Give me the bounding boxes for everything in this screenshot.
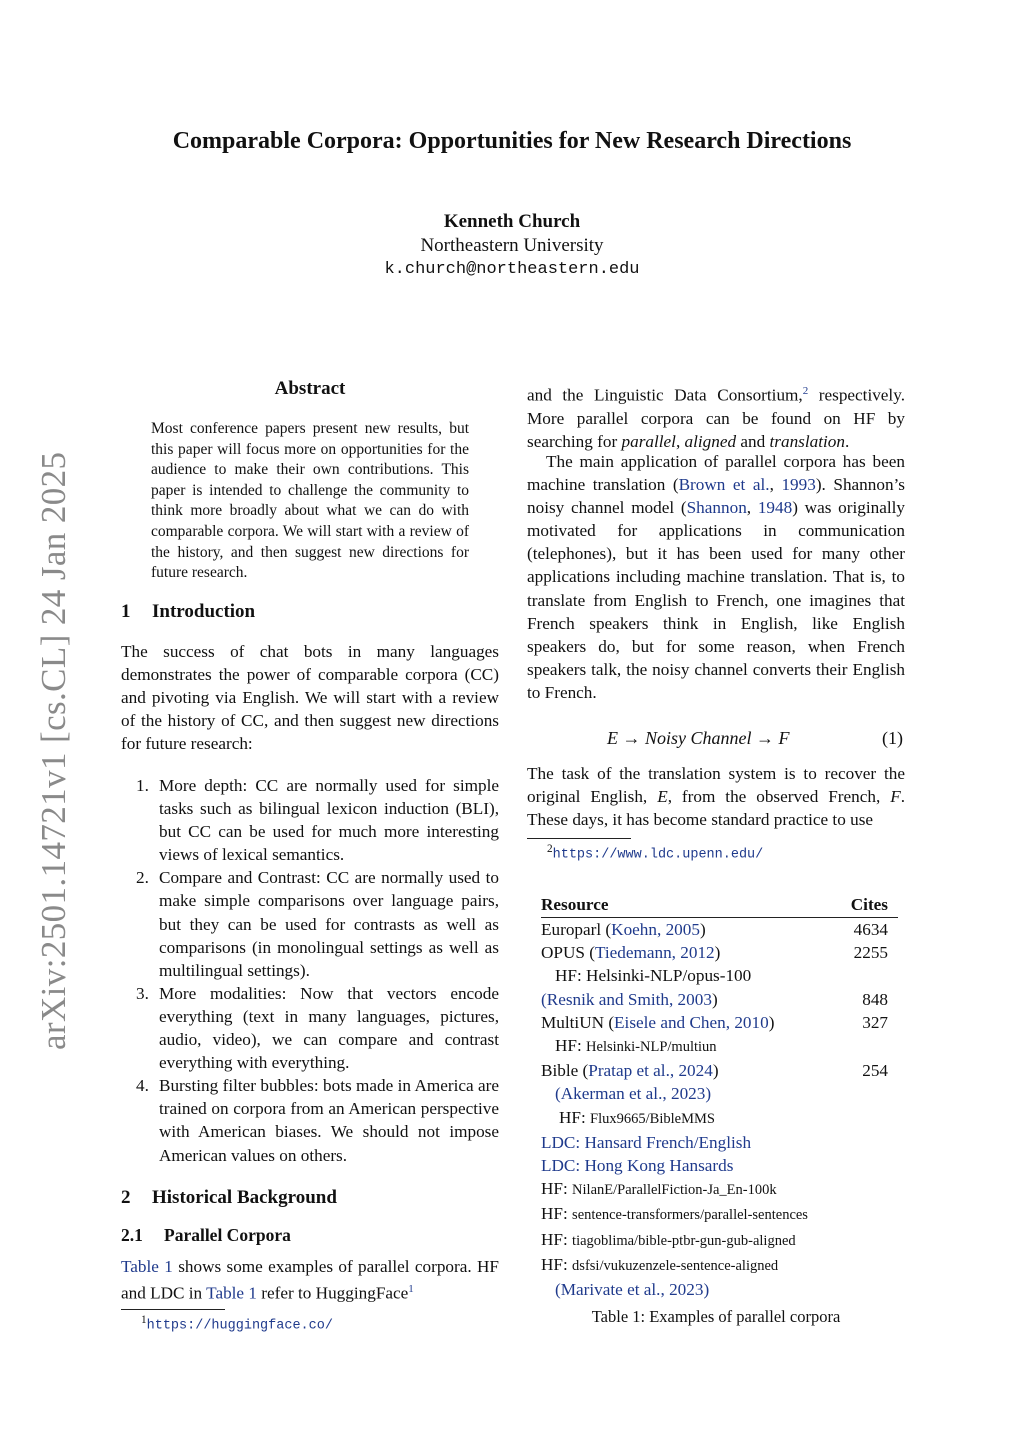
table-row (541, 1082, 898, 1105)
paper-title: Comparable Corpora: Opportunities for New Research Directions (172, 128, 852, 154)
table-cell-cites: 327 (862, 1012, 888, 1032)
resource-text: ) (768, 1012, 775, 1032)
list-marker: 2. (136, 868, 149, 888)
citation-link[interactable]: Tiedemann, 2012 (594, 943, 715, 963)
resource-text: ) (714, 943, 721, 963)
citation-link[interactable]: Koehn, 2005 (611, 920, 700, 939)
hf-label: HF: (541, 1229, 573, 1249)
parallel-corpora-table (541, 893, 898, 1301)
hf-dataset-name: Flux9665/BibleMMS (590, 1110, 715, 1127)
hf-label: HF: (559, 1107, 591, 1127)
list-marker: 4. (136, 1076, 149, 1096)
hf-label: HF: (541, 1179, 573, 1199)
footnote-mark: 1 (141, 1314, 147, 1326)
list-item (121, 866, 499, 981)
table-cell-cites (844, 1106, 898, 1131)
table-cell-resource (541, 1278, 844, 1301)
table-cell-cites (844, 1131, 898, 1154)
math-variable: F (890, 787, 901, 807)
table-row (541, 1278, 898, 1301)
table-cell-resource (541, 1202, 844, 1227)
table-cell-resource-link[interactable]: LDC: Hong Kong Hansards (541, 1156, 734, 1176)
citation-link[interactable]: Shannon (686, 498, 747, 518)
equation-body: E → Noisy Channel → F (607, 728, 790, 748)
author-affiliation: Northeastern University (420, 235, 604, 256)
emphasis: translation (769, 431, 845, 451)
table-row (541, 1177, 898, 1202)
table-cell-resource (541, 1228, 844, 1253)
hf-dataset-name: NilanE/ParallelFiction-Ja_En-100k (572, 1182, 777, 1199)
table-cell-resource (541, 941, 844, 964)
table-cell-resource-link[interactable]: LDC: Hansard French/English (541, 1132, 752, 1152)
paragraph-text: and (736, 431, 770, 451)
footnote-url[interactable]: https://www.ldc.upenn.edu/ (552, 847, 764, 863)
citation-link[interactable]: ( (541, 989, 547, 1009)
resource-name: Europarl ( (541, 920, 612, 939)
section-heading-historical-background (121, 1187, 499, 1209)
section-number: 2 (121, 1187, 131, 1208)
paragraph-text: ). Shannon’s noisy channel model ( (527, 475, 905, 518)
table-row (541, 1011, 898, 1034)
list-item (121, 774, 499, 866)
citation-link[interactable]: Eisele and Chen, 2010 (614, 1012, 769, 1032)
paragraph-text: The task of the translation system is to recover the original English, (527, 764, 905, 807)
resource-name: OPUS ( (541, 943, 595, 963)
list-marker: 3. (136, 983, 149, 1003)
section-heading-introduction (121, 601, 499, 623)
intro-paragraph: The success of chat bots in many languages demonstrates the power of comparable corpora (CC) and pivoting via English. We will start with a review of the history of CC, and then suggest new directions for future research: (121, 642, 499, 754)
paragraph-text: , from the observed French, (667, 787, 891, 807)
hf-dataset-name: Helsinki-NLP/multiun (586, 1039, 717, 1056)
table-ref-link[interactable]: Table 1 (206, 1283, 257, 1303)
table-cell-resource (541, 1177, 844, 1202)
hf-dataset-name: tiagoblima/bible-ptbr-gun-gub-aligned (572, 1232, 796, 1249)
paragraph-text: , (746, 498, 758, 518)
footnote-url[interactable]: https://huggingface.co/ (146, 1318, 333, 1334)
author-block (0, 210, 1024, 282)
table-row (541, 1034, 898, 1059)
math-variable: E (657, 787, 668, 807)
footnote-divider (527, 838, 631, 839)
hf-label: HF: (541, 1254, 573, 1274)
author-name: Kenneth Church (443, 211, 581, 232)
table-row (541, 988, 898, 1011)
paragraph-text: refer to HuggingFace (256, 1283, 409, 1303)
table-row (541, 1106, 898, 1131)
paragraph-text: The main application of parallel corpora has been machine translation ( (527, 452, 905, 495)
footnote-1 (141, 1314, 333, 1334)
table-row (541, 1228, 898, 1253)
citation-link[interactable]: Brown et al. (678, 475, 770, 495)
table-cell-cites (844, 1177, 898, 1202)
table-cell-resource (541, 1034, 844, 1059)
intro-list-container (121, 774, 499, 1167)
table-cell-cites: 848 (862, 989, 888, 1009)
paragraph-text: ) was originally motivated for applications in communication (telephones), but it has been used for many other applications including machine translation. That is, to translate from English to French, one imagines that French speakers think in English, like English speakers do, but for some reason, when French speakers talk, the noisy channel converts their English to French. (527, 498, 905, 702)
resource-name: Bible ( (541, 1061, 589, 1081)
citation-year-link[interactable]: 1948 (757, 498, 793, 518)
resource-text: ) (699, 920, 706, 939)
table-cell-resource: HF: Helsinki-NLP/opus-100 (555, 966, 752, 986)
table-row (541, 918, 898, 942)
list-item-text: More modalities: Now that vectors encode everything (text in many languages, pictures, audio, video), we can compare and contrast everything with everything. (159, 983, 499, 1073)
subsection-number: 2.1 (121, 1225, 143, 1245)
table-cell-resource (541, 1011, 844, 1034)
table-cell-cites (844, 1253, 898, 1278)
subsection-title: Parallel Corpora (164, 1225, 291, 1245)
table-cell-cites (844, 1082, 898, 1105)
footnote-divider (121, 1309, 225, 1310)
hf-dataset-name: sentence-transformers/parallel-sentences (572, 1207, 808, 1224)
table-ref-link[interactable]: Table 1 (121, 1257, 173, 1276)
citation-link[interactable]: ) (705, 1084, 712, 1104)
right-col-paragraph-2 (527, 450, 905, 704)
list-item (121, 982, 499, 1074)
abstract-heading: Abstract (274, 378, 346, 399)
hf-dataset-name: dsfsi/vukuzenzele-sentence-aligned (572, 1257, 779, 1274)
table-cell-cites (844, 1154, 898, 1177)
table-header-row (541, 893, 898, 918)
table-cell-resource (541, 918, 844, 942)
citation-link[interactable]: ) (703, 1280, 710, 1300)
table-header-cites: Cites (844, 893, 898, 918)
footnote-mark: 2 (547, 843, 553, 855)
paragraph-text: respectively. More parallel corpora can be found on HF by searching for (527, 385, 905, 451)
table-row (541, 964, 898, 987)
table-cell-cites (844, 964, 898, 987)
author-email[interactable]: k.church@northeastern.edu (384, 260, 640, 279)
section-title: Introduction (152, 601, 256, 622)
list-item-text: Compare and Contrast: CC are normally used to make simple comparisons over language pairs, but they can be used for contrasts as well as comparisons (in monolingual settings as well as multilingual settings). (159, 868, 499, 980)
hf-label: HF: (555, 1036, 587, 1056)
paragraph-text: . These days, it has become standard practice to use (527, 787, 906, 830)
section-number: 1 (121, 601, 131, 622)
footnote-marker[interactable]: 1 (408, 1283, 414, 1296)
table-cell-cites: 4634 (853, 920, 888, 939)
table-cell-cites (844, 1278, 898, 1301)
citation-link[interactable]: ( (555, 1084, 561, 1104)
right-col-paragraph-3 (527, 762, 905, 831)
table-row (541, 941, 898, 964)
table-row (541, 1059, 898, 1082)
right-col-paragraph-1 (527, 380, 905, 453)
table-cell-resource (541, 1106, 844, 1131)
table-cell-resource (541, 1082, 844, 1105)
table-row (541, 1253, 898, 1278)
resource-text: ) (711, 989, 718, 1009)
citation-link[interactable]: Akerman et al., 2023 (560, 1084, 706, 1104)
subsection-heading-parallel-corpora (121, 1225, 499, 1246)
list-marker: 1. (136, 776, 149, 795)
footnote-marker[interactable]: 2 (802, 385, 809, 397)
equation-number: (1) (882, 728, 903, 748)
citation-link[interactable]: ( (555, 1280, 561, 1300)
list-item (121, 1074, 499, 1166)
parallel-corpora-paragraph (121, 1255, 499, 1305)
table-cell-resource (541, 988, 844, 1011)
emphasis: parallel (621, 431, 676, 451)
abstract-text: Most conference papers present new results, but this paper will focus more on opportunities for the audience to make their own contributions. This paper is intended to challenge the community to think more broadly about what we can do with comparable corpora. We will start with a review of the history, and then suggest new directions for future research. (151, 420, 469, 582)
paragraph-text: . (844, 431, 850, 451)
table-row (541, 1131, 898, 1154)
resource-text: ) (712, 1061, 719, 1081)
section-title: Historical Background (152, 1187, 337, 1208)
table-cell-cites (844, 1228, 898, 1253)
paragraph-text: , (769, 475, 782, 495)
table-cell-cites: 2255 (853, 943, 888, 963)
arxiv-identifier-stamp: arXiv:2501.14721v1 [cs.CL] 24 Jan 2025 (34, 451, 73, 1050)
table-cell-cites: 254 (862, 1061, 888, 1081)
table-row (541, 1202, 898, 1227)
paragraph-text: shows some examples of parallel corpora. HF and LDC in (121, 1257, 499, 1303)
list-item-text: More depth: CC are normally used for simple tasks such as bilingual lexicon induction (BLI), but CC can be used for much more interesting views of lexical semantics. (159, 776, 499, 865)
paragraph-text: and the Linguistic Data Consortium, (527, 385, 803, 405)
citation-link[interactable]: Resnik and Smith, 2003 (546, 989, 712, 1009)
table-header-resource: Resource (541, 893, 844, 918)
citation-link[interactable]: Pratap et al., 2024 (588, 1061, 713, 1081)
table-cell-cites (844, 1202, 898, 1227)
resource-name: MultiUN ( (541, 1012, 615, 1032)
table-cell-cites (844, 1034, 898, 1059)
table-cell-resource (541, 1059, 844, 1082)
footnote-2 (547, 843, 763, 863)
intro-list (121, 774, 499, 1167)
table-cell-resource (541, 1253, 844, 1278)
emphasis: aligned (684, 431, 737, 451)
table-caption: Table 1: Examples of parallel corpora (591, 1307, 841, 1326)
hf-label: HF: (541, 1204, 573, 1224)
table-row (541, 1154, 898, 1177)
paragraph-text: , (675, 431, 685, 451)
list-item-text: Bursting filter bubbles: bots made in America are trained on corpora from an American perspective with American biases. We should not impose American values on others. (159, 1076, 499, 1165)
citation-year-link[interactable]: 1993 (781, 475, 816, 495)
citation-link[interactable]: Marivate et al., 2023 (560, 1280, 704, 1300)
